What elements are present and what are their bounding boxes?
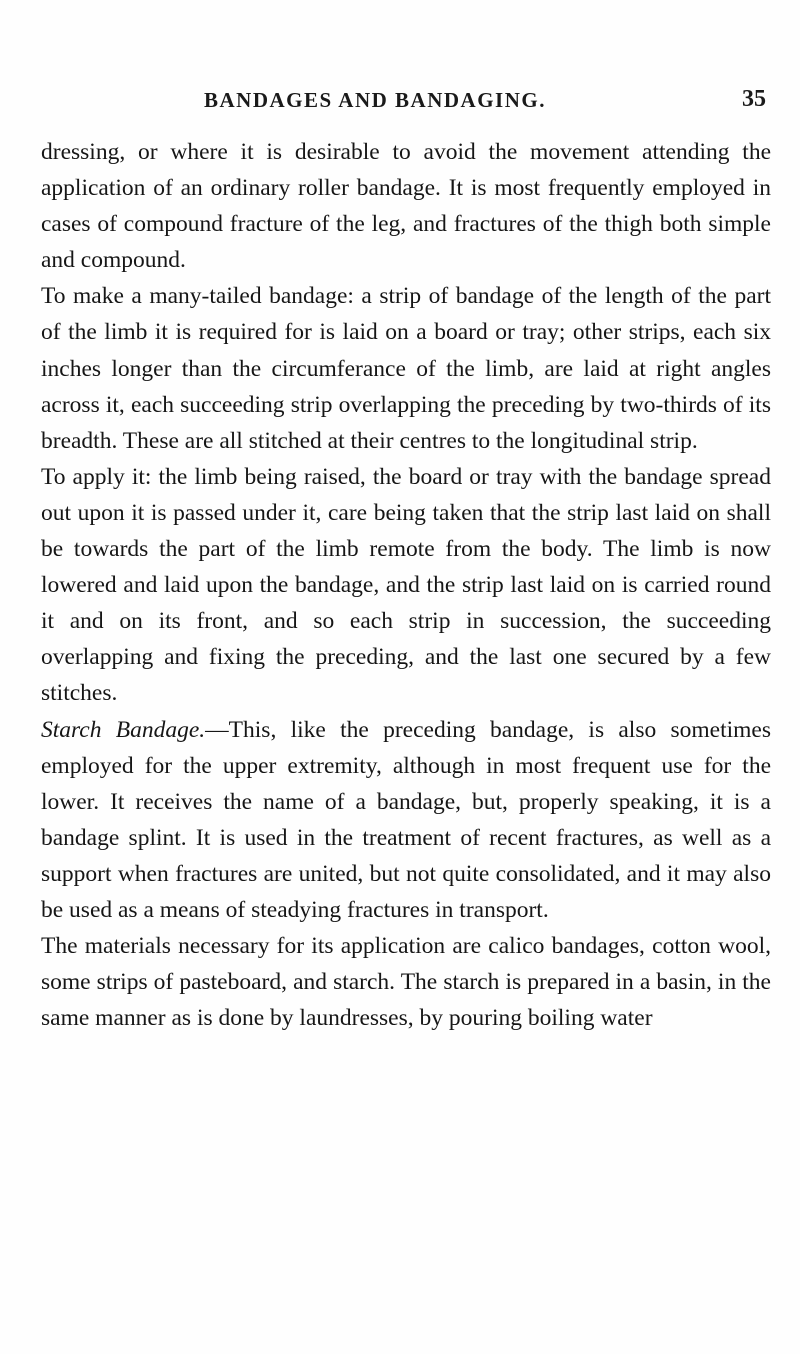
page-number: 35 [742,86,766,112]
paragraph [41,134,771,278]
paragraph [41,459,771,712]
paragraph-text: The materials necessary for its application are calico bandages, cotton wool, some strips of pasteboard, and starch. The starch is prepared in a basin, in the same manner as is done by laundresses, by pouring boiling water [41,933,771,1032]
running-head: BANDAGES AND BANDAGING. [204,88,546,112]
paragraph-text: To make a many-tailed bandage: a strip of bandage of the length of the part of the limb it is required for is laid on a board or tray; other strips, each six inches longer than the circumferance of the limb, are laid at right angles across it, each succeeding strip overlapping the preceding by two-thirds of its breadth. These are all stitched at their centres to the longitudinal strip. [41,283,771,454]
paragraph [41,928,771,1036]
paragraph-lead: Starch Bandage. [41,716,206,743]
body-text [41,134,771,1036]
paragraph [41,712,771,929]
paragraph-text: dressing, or where it is desirable to avoid the movement attending the application of an ordinary roller bandage. It is most frequently employed in cases of compound fracture of the leg, and fractures of the thigh both simple and compound. [41,139,771,274]
paragraph [41,278,771,458]
page-header [0,86,800,116]
paragraph-text: To apply it: the limb being raised, the board or tray with the bandage spread out upon it is passed under it, care being taken that the strip last laid on shall be towards the part of the limb remote from the body. The limb is now lowered and laid upon the bandage, and the strip last laid on is carried round it and on its front, and so each strip in succession, the succeeding overlapping and fixing the preceding, and the last one secured by a few stitches. [41,463,771,707]
paragraph-text: —This, like the preceding bandage, is also sometimes employed for the upper extremity, although in most frequent use for the lower. It receives the name of a bandage, but, properly speaking, it is a bandage splint. It is used in the treatment of recent fractures, as well as a support when fractures are united, but not quite consolidated, and it may also be used as a means of steadying fractures in transport. [41,716,771,923]
